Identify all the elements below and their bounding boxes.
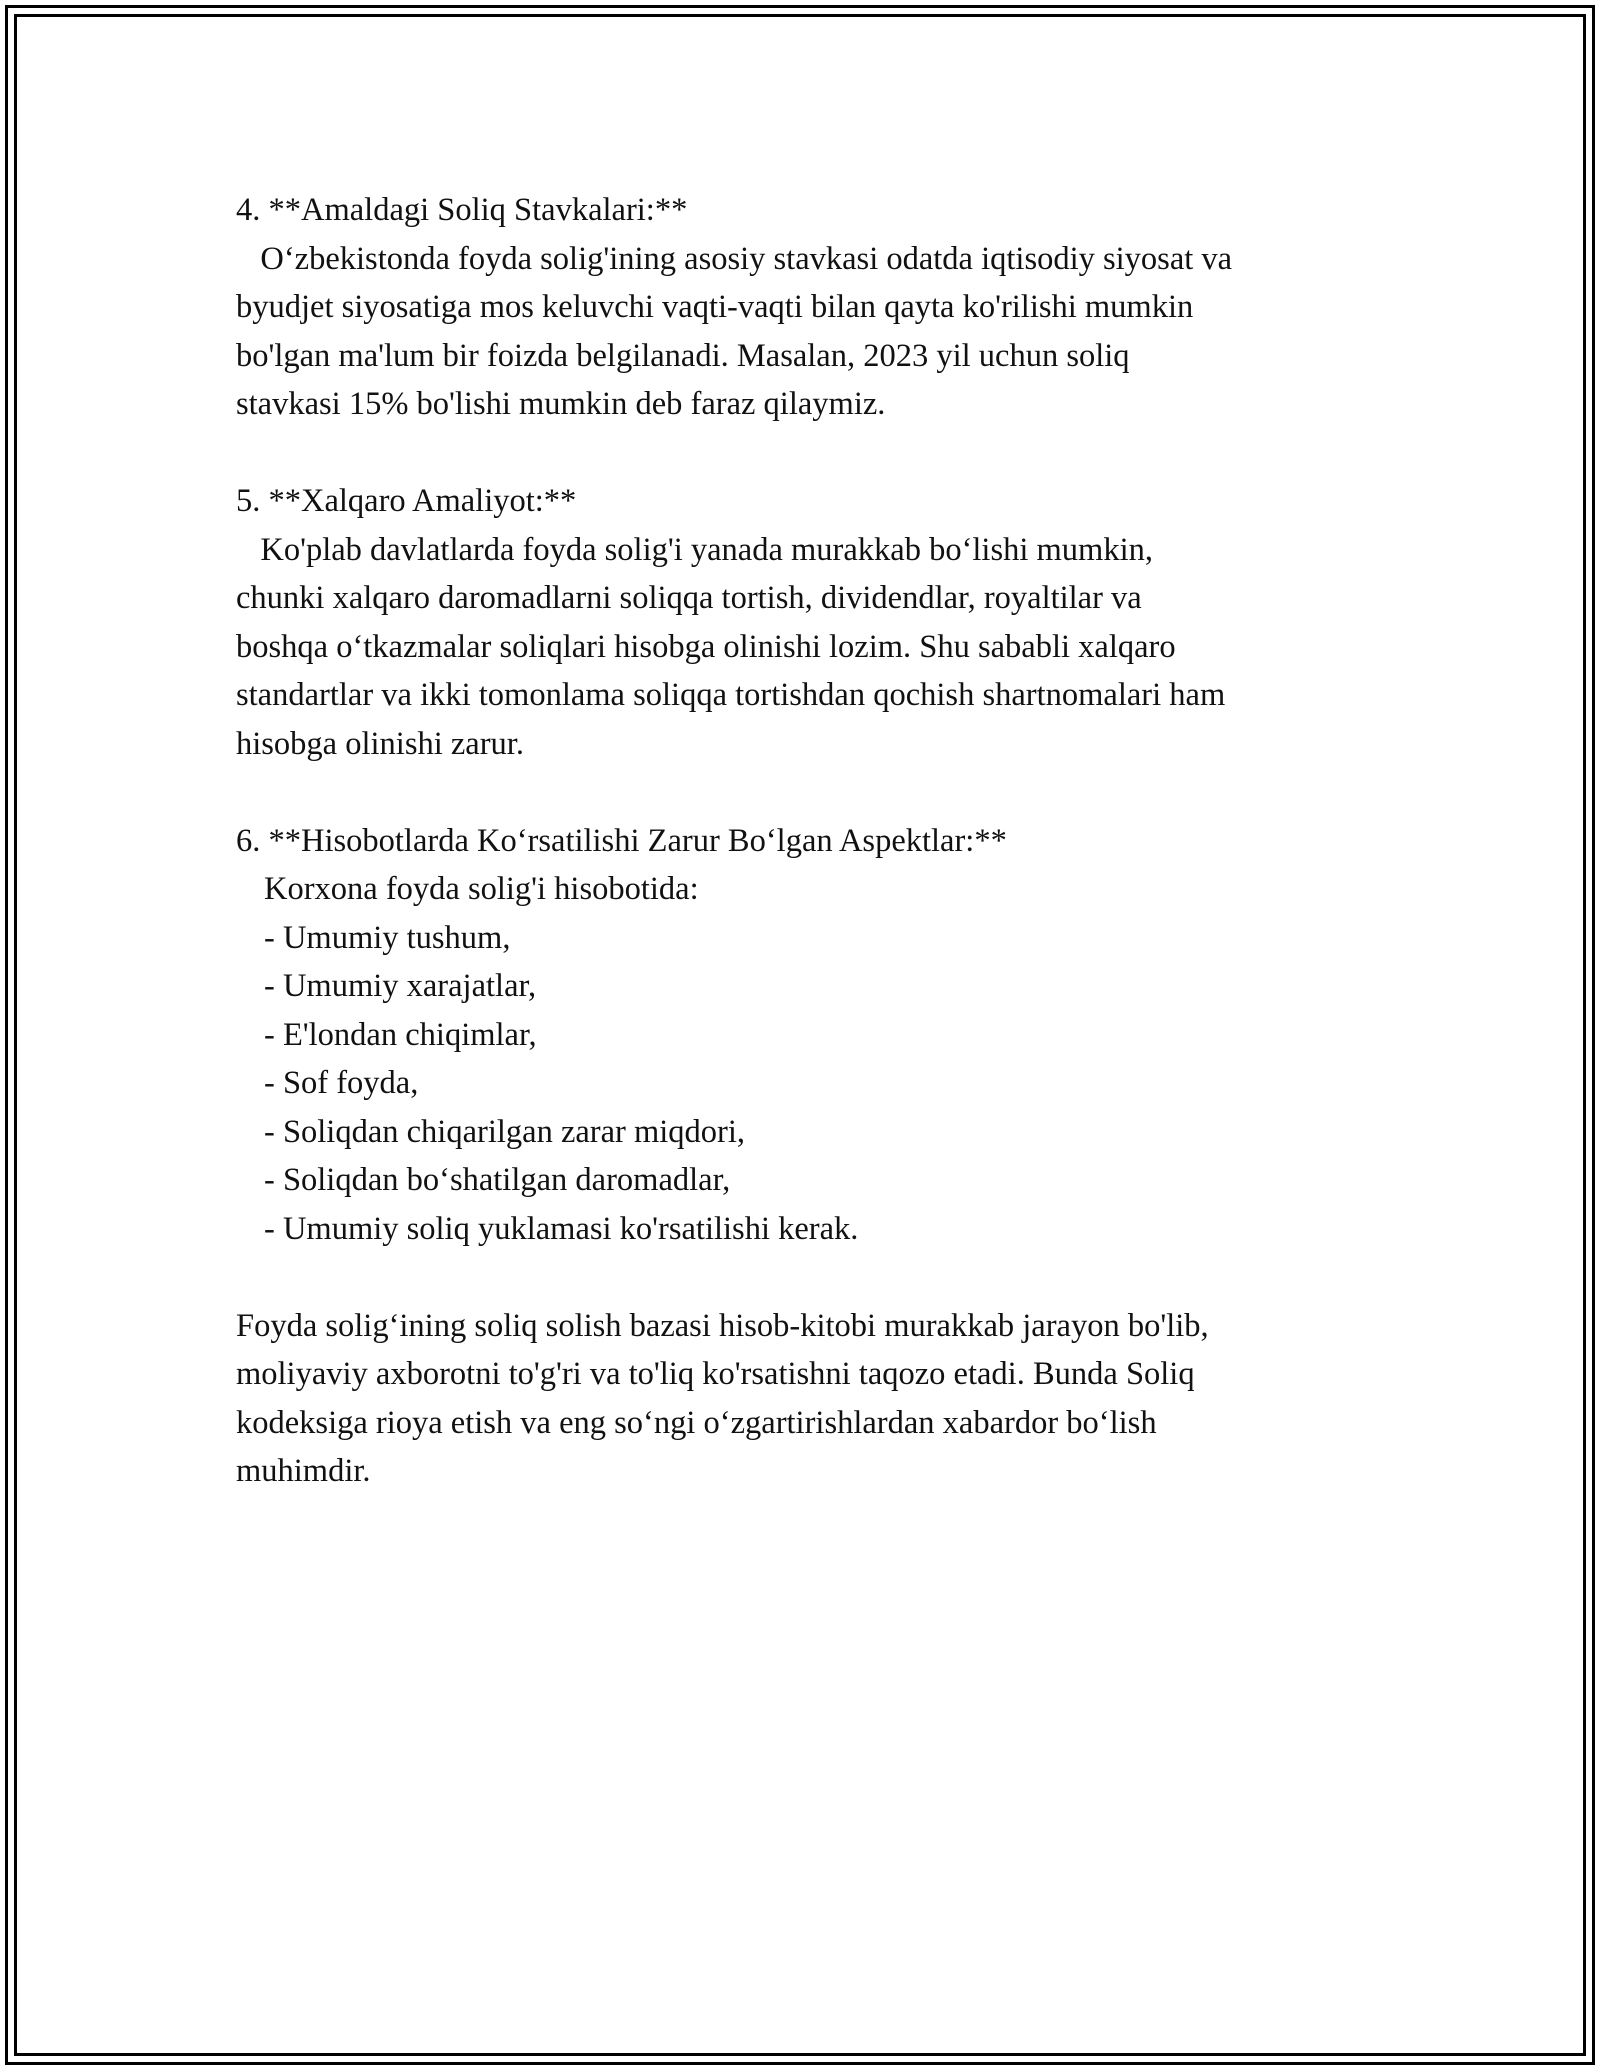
paragraph-line: muhimdir. — [236, 1453, 371, 1489]
paragraph-line: moliyaviy axborotni to'g'ri va to'liq ko'rsatishni taqozo etadi. Bunda Soliq — [236, 1356, 1195, 1392]
list-item: - Umumiy soliq yuklamasi ko'rsatilishi kerak. — [264, 1210, 859, 1247]
paragraph-line: Ko'plab davlatlarda foyda solig'i yanada murakkab bo‘lishi mumkin, — [236, 531, 1153, 568]
paragraph-line: boshqa o‘tkazmalar soliqlari hisobga olinishi lozim. Shu sababli xalqaro — [236, 628, 1176, 665]
section-report-aspects — [236, 817, 1366, 1254]
section-intro: Korxona foyda solig'i hisobotida: — [264, 871, 699, 907]
paragraph-line: Foyda solig‘ining soliq solish bazasi hisob-kitobi murakkab jarayon bo'lib, — [236, 1307, 1209, 1344]
section-international-practice — [236, 477, 1366, 768]
list-item: - Umumiy xarajatlar, — [264, 968, 537, 1004]
section-tax-rates — [236, 186, 1366, 429]
paragraph-line: chunki xalqaro daromadlarni soliqqa tortish, dividendlar, royaltilar va — [236, 580, 1142, 616]
section-heading: 6. **Hisobotlarda Ko‘rsatilishi Zarur Bo‘lgan Aspektlar:** — [236, 822, 1007, 859]
list-item: - Soliqdan bo‘shatilgan daromadlar, — [264, 1162, 731, 1198]
paragraph-line: O‘zbekistonda foyda solig'ining asosiy stavkasi odatda iqtisodiy siyosat va — [236, 240, 1233, 277]
document-body — [236, 186, 1366, 1544]
list-item: - Soliqdan chiqarilgan zarar miqdori, — [264, 1113, 746, 1150]
aspects-list — [236, 914, 1366, 1254]
paragraph-line: standartlar va ikki tomonlama soliqqa tortishdan qochish shartnomalari ham — [236, 677, 1226, 713]
paragraph-line: bo'lgan ma'lum bir foizda belgilanadi. Masalan, 2023 yil uchun soliq — [236, 337, 1130, 374]
section-heading: 5. **Xalqaro Amaliyot:** — [236, 483, 577, 519]
paragraph-line: kodeksiga rioya etish va eng so‘ngi o‘zgartirishlardan xabardor bo‘lish — [236, 1404, 1157, 1441]
paragraph-line: byudjet siyosatiga mos keluvchi vaqti-vaqti bilan qayta ko'rilishi mumkin — [236, 289, 1194, 325]
list-item: - E'londan chiqimlar, — [264, 1016, 537, 1053]
conclusion-paragraph — [236, 1302, 1366, 1496]
section-heading: 4. **Amaldagi Soliq Stavkalari:** — [236, 192, 688, 228]
list-item: - Sof foyda, — [264, 1065, 419, 1101]
paragraph-line: stavkasi 15% bo'lishi mumkin deb faraz qilaymiz. — [236, 386, 886, 422]
paragraph-line: hisobga olinishi zarur. — [236, 725, 524, 762]
list-item: - Umumiy tushum, — [264, 919, 511, 956]
